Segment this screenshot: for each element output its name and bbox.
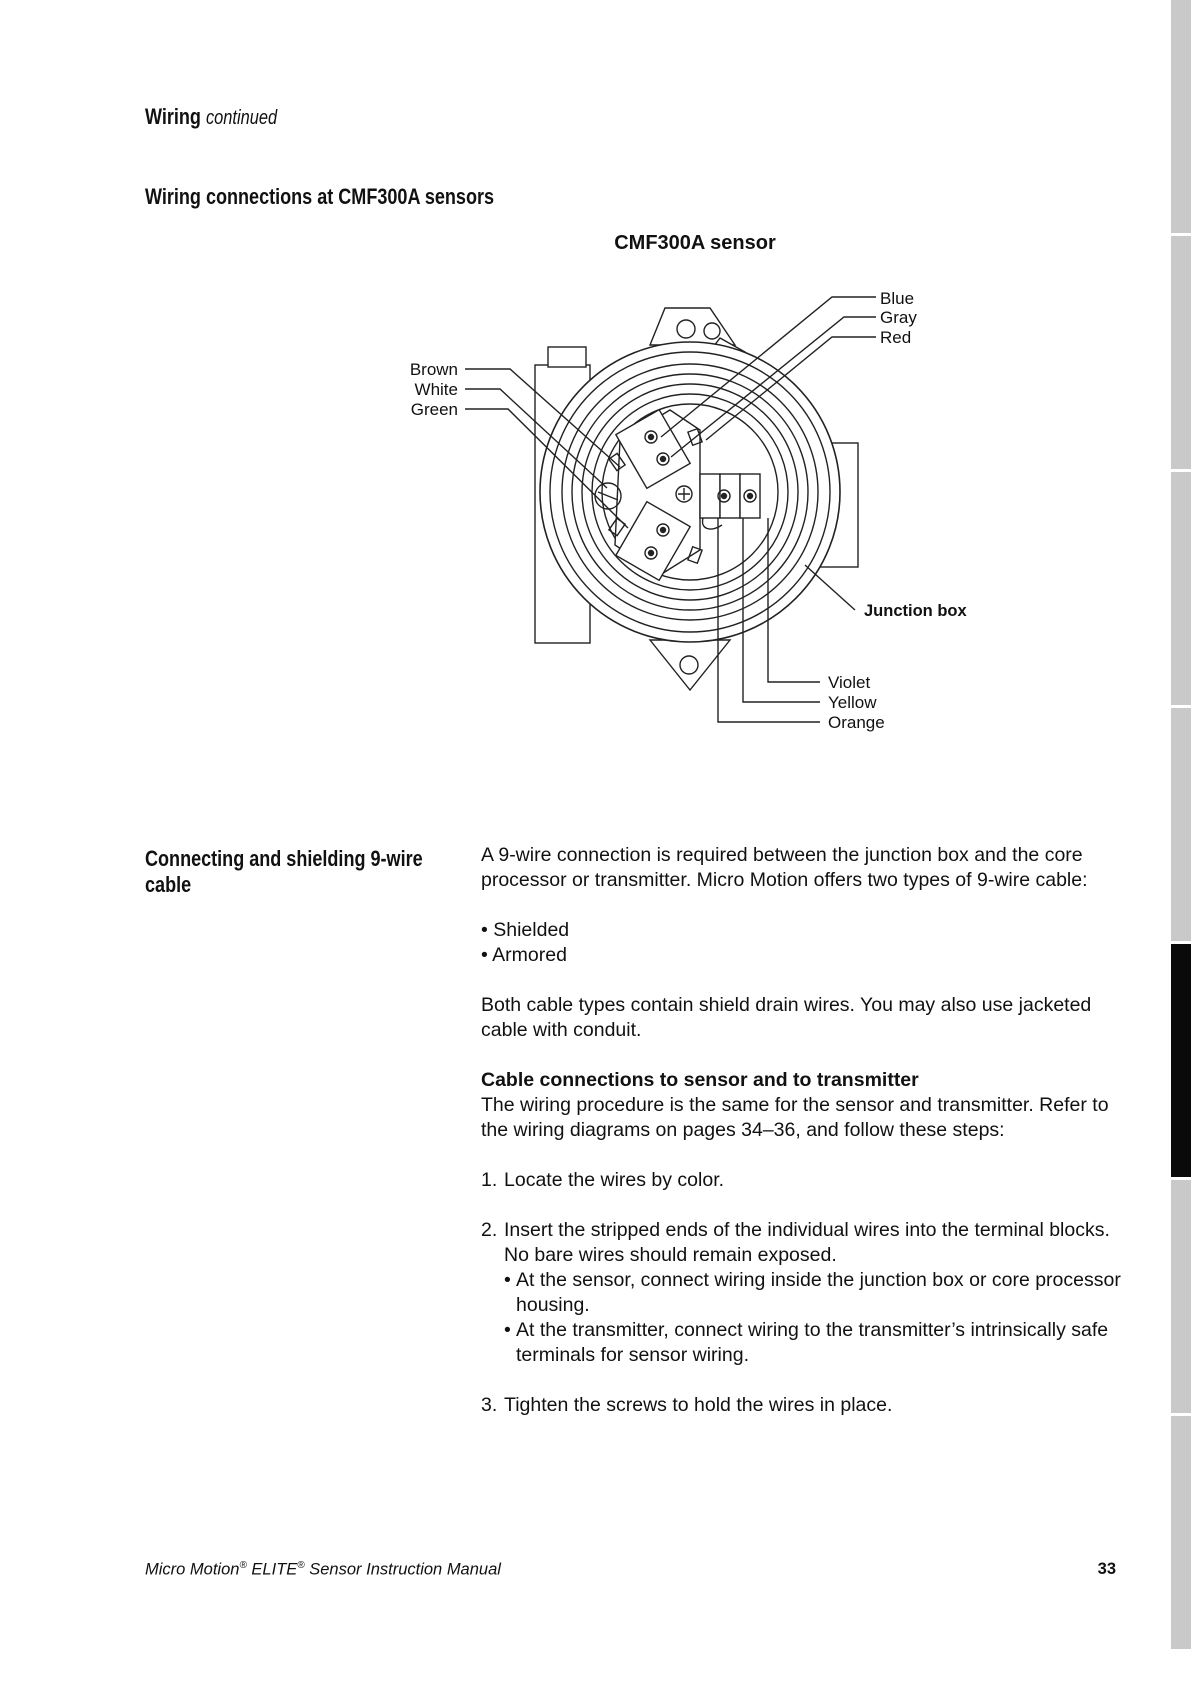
wire-label-blue: Blue	[880, 289, 915, 308]
wire-label-yellow: Yellow	[828, 693, 877, 712]
step-2-bullet: • At the transmitter, connect wiring to the transmitter’s intrinsically safe terminals for sensor wiring.	[504, 1319, 1109, 1366]
section-tab[interactable]	[1171, 236, 1191, 469]
wire-label-red: Red	[880, 328, 912, 347]
footer-title: Micro Motion® ELITE® Sensor Instruction Manual	[145, 1560, 501, 1579]
wire-label-violet: Violet	[828, 673, 871, 692]
section-tab[interactable]	[1171, 472, 1191, 705]
section-tab[interactable]	[1171, 708, 1191, 941]
section-heading: Wiring connections at CMF300A sensors	[145, 184, 495, 209]
bullet-item: • Armored	[481, 944, 567, 966]
paragraph-2: Both cable types contain shield drain wires. You may also use jacketed cable with conduit.	[481, 994, 1092, 1041]
sub-heading: Cable connections to sensor and to transmitter	[481, 1069, 919, 1091]
section-tab-strip	[1171, 0, 1191, 1684]
wire-label-brown: Brown	[409, 360, 458, 379]
section-tab[interactable]	[1171, 0, 1191, 233]
step-2: 2. Insert the stripped ends of the individual wires into the terminal blocks. No bare wires should remain exposed.	[481, 1219, 1110, 1266]
wire-label-green: Green	[410, 400, 458, 419]
paragraph-3: The wiring procedure is the same for the sensor and transmitter. Refer to the wiring diagrams on pages 34–36, and follow these steps:	[481, 1094, 1109, 1141]
figure-title: CMF300A sensor	[614, 232, 776, 254]
wire-label-gray: Gray	[880, 308, 917, 327]
section-tab[interactable]	[1171, 1180, 1191, 1413]
page-number: 33	[1097, 1560, 1116, 1578]
junction-box-diagram	[380, 280, 900, 740]
intro-paragraph: A 9-wire connection is required between the junction box and the core processor or transmitter. Micro Motion offers two types of 9-wire cable:	[481, 844, 1088, 891]
body-text	[481, 843, 1121, 1418]
step-3: 3. Tighten the screws to hold the wires in place.	[481, 1394, 893, 1416]
wire-label-orange: Orange	[828, 713, 885, 732]
page-header	[145, 104, 277, 130]
junction-box-label: Junction box	[864, 602, 967, 620]
step-2-bullet: • At the sensor, connect wiring inside the junction box or core processor housing.	[504, 1269, 1121, 1316]
header-continued: continued	[205, 107, 278, 129]
step-1: 1. Locate the wires by color.	[481, 1169, 725, 1191]
header-title: Wiring	[145, 104, 201, 129]
side-heading: Connecting and shielding 9-wire cable	[145, 846, 423, 897]
wire-label-white: White	[414, 380, 458, 399]
section-tab[interactable]	[1171, 1416, 1191, 1649]
section-tab-active[interactable]	[1171, 944, 1191, 1177]
bullet-item: • Shielded	[481, 919, 570, 941]
